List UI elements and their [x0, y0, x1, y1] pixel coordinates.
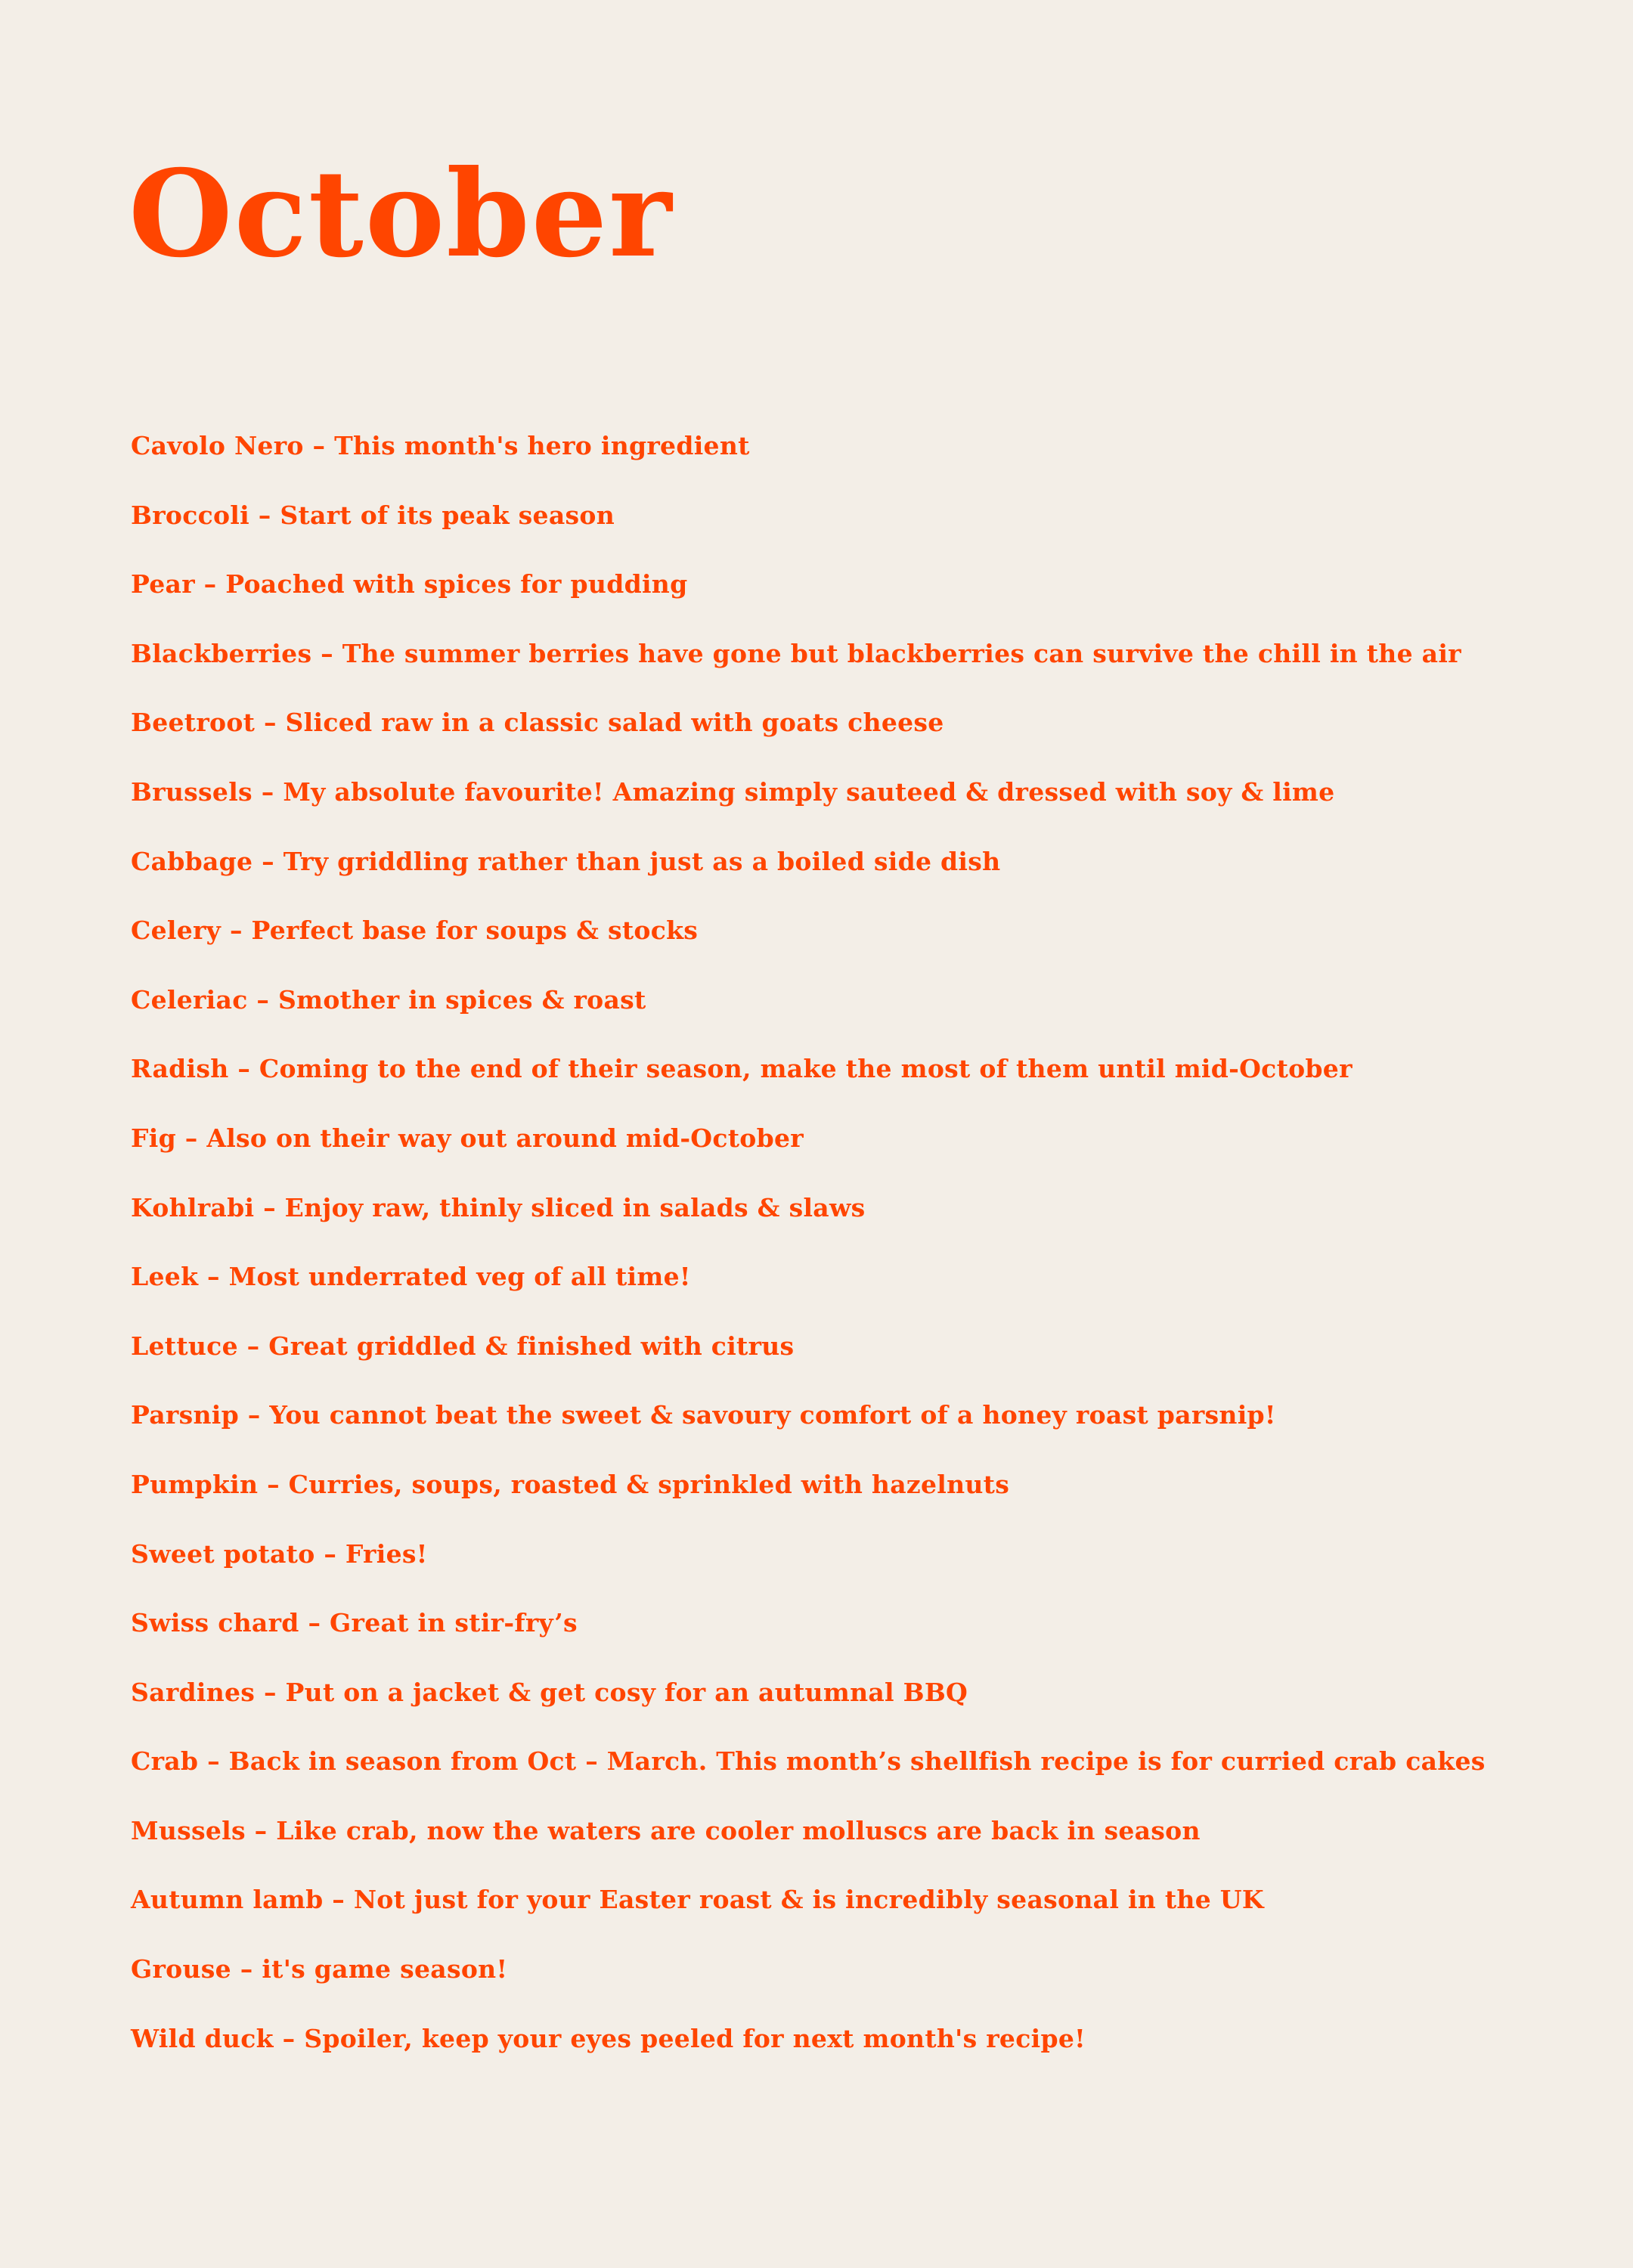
list-item: Sardines – Put on a jacket & get cosy for an autumnal BBQ [131, 1677, 968, 1707]
page-title: October [129, 144, 674, 284]
list-item: Grouse – it's game season! [131, 1954, 508, 1984]
list-item: Celery – Perfect base for soups & stocks [131, 916, 699, 946]
list-item: Lettuce – Great griddled & finished with citrus [131, 1331, 795, 1361]
list-item: Cabbage – Try griddling rather than just as a boiled side dish [131, 846, 1001, 876]
list-item: Beetroot – Sliced raw in a classic salad with goats cheese [131, 708, 944, 738]
list-item: Pumpkin – Curries, soups, roasted & sprinkled with hazelnuts [131, 1469, 1010, 1499]
list-item: Leek – Most underrated veg of all time! [131, 1262, 691, 1292]
list-item: Kohlrabi – Enjoy raw, thinly sliced in salads & slaws [131, 1192, 866, 1222]
list-item: Cavolo Nero – This month's hero ingredient [131, 431, 750, 460]
list-item: Autumn lamb – Not just for your Easter roast & is incredibly seasonal in the UK [131, 1885, 1264, 1915]
list-item: Blackberries – The summer berries have gone but blackberries can survive the chill in the air [131, 638, 1461, 668]
seasonal-produce-list [131, 427, 1613, 2089]
list-item: Brussels – My absolute favourite! Amazing simply sauteed & dressed with soy & lime [131, 776, 1335, 807]
list-item: Swiss chard – Great in stir-fry’s [131, 1608, 578, 1638]
list-item: Fig – Also on their way out around mid-October [131, 1123, 804, 1153]
list-item: Celeriac – Smother in spices & roast [131, 984, 646, 1015]
list-item: Sweet potato – Fries! [131, 1538, 428, 1569]
list-item: Broccoli – Start of its peak season [131, 500, 615, 530]
list-item: Radish – Coming to the end of their season, make the most of them until mid-October [131, 1054, 1353, 1084]
list-item: Pear – Poached with spices for pudding [131, 569, 688, 600]
list-item: Mussels – Like crab, now the waters are cooler molluscs are back in season [131, 1815, 1201, 1845]
list-item: Crab – Back in season from Oct – March. This month’s shellfish recipe is for curried crab cakes [131, 1746, 1486, 1777]
list-item: Wild duck – Spoiler, keep your eyes peeled for next month's recipe! [131, 2023, 1086, 2053]
list-item: Parsnip – You cannot beat the sweet & savoury comfort of a honey roast parsnip! [131, 1400, 1276, 1430]
